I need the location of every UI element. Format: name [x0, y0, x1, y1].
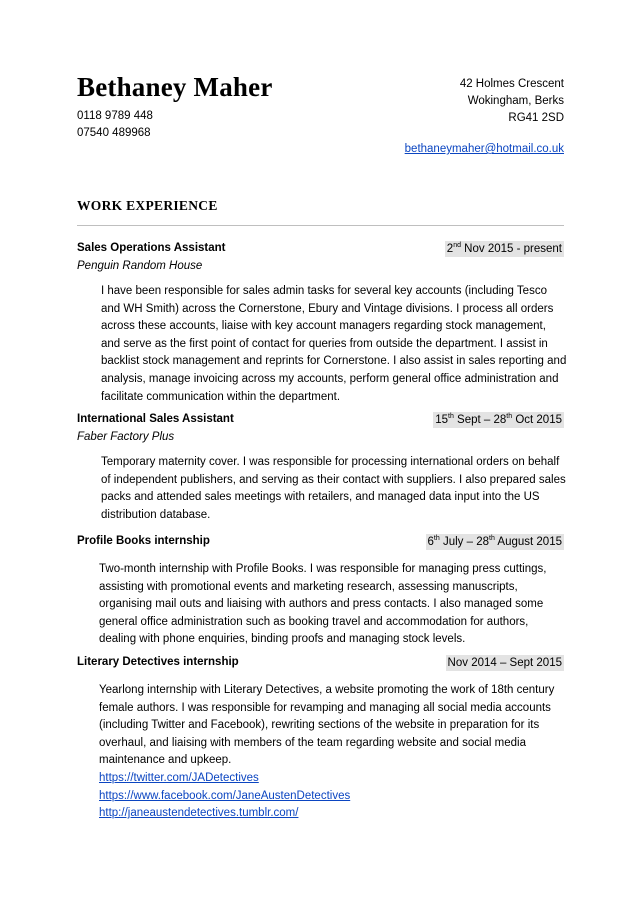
job-description: Two-month internship with Profile Books. I was responsible for managing press cuttings, assisting with promotional events and marketing research, assessing manuscripts, organising mail outs and liaising with authors and press contacts. I also managed some general office administration such as booking travel and accommodation for authors, dealing with phone enquiries, binding proofs and managing stock levels.: [99, 563, 547, 646]
date-suffix: th: [448, 413, 454, 420]
job-date: [445, 241, 564, 257]
company-name: Penguin Random House: [77, 260, 203, 272]
company-name: Faber Factory Plus: [77, 431, 175, 443]
date-suffix: nd: [453, 242, 461, 249]
job-date: [426, 534, 564, 550]
job-date: Nov 2014 – Sept 2015: [447, 657, 562, 669]
job-date: [433, 412, 564, 428]
phone-mobile: 07540 489968: [77, 127, 151, 139]
date-day: 15: [435, 414, 448, 426]
section-title-work-experience: WORK EXPERIENCE: [77, 198, 218, 213]
address-line-2: Wokingham, Berks: [467, 95, 564, 107]
date-suffix: th: [433, 535, 440, 542]
date-day: 2: [446, 243, 454, 255]
job-description: Temporary maternity cover. I was responsible for processing international orders on behalf of independent publishers, and serving as their contact with suppliers. I also prepared sales packs and attended sales meetings with retailers, and managed data input into the US distribution database.: [101, 456, 566, 521]
address-line-1: 42 Holmes Crescent: [459, 78, 564, 90]
date-rest: Oct 2015: [512, 414, 562, 426]
job-title: Profile Books internship: [77, 535, 210, 547]
tumblr-link[interactable]: http://janeaustendetectives.tumblr.com/: [99, 807, 299, 820]
phone-home: 0118 9789 448: [77, 110, 153, 122]
date-mid: July – 28: [439, 536, 489, 548]
job-title: International Sales Assistant: [77, 413, 234, 425]
candidate-name: Bethaney Maher: [77, 72, 273, 102]
address-line-3: RG41 2SD: [508, 112, 564, 124]
date-suffix: th: [506, 413, 513, 420]
address-block: [460, 76, 564, 127]
section-divider: [77, 225, 564, 226]
twitter-link[interactable]: https://twitter.com/JADetectives: [99, 771, 259, 784]
date-rest: Nov 2015 - present: [460, 243, 562, 255]
job-title: Sales Operations Assistant: [77, 242, 226, 254]
job-description-block: [99, 682, 567, 823]
date-rest: August 2015: [494, 536, 562, 548]
date-day: 6: [427, 536, 434, 548]
date-suffix: th: [489, 535, 495, 542]
job-title: Literary Detectives internship: [77, 656, 239, 668]
date-mid: Sept – 28: [453, 414, 507, 426]
facebook-link[interactable]: https://www.facebook.com/JaneAustenDetectives: [99, 789, 351, 802]
job-description: Yearlong internship with Literary Detectives, a website promoting the work of 18th century female authors. I was responsible for revamping and managing all social media accounts (including Twitter and Facebook), rewriting sections of the website in preparation for its overhaul, and liaising with members of the team regarding website and social media maintenance and upkeep.: [99, 684, 555, 767]
job-description: I have been responsible for sales admin tasks for several key accounts (including Tesco and WH Smith) across the Cornerstone, Ebury and Vintage divisions. I process all orders across these accounts, liaise with key account managers regarding stock management, and serve as the first point of contact for queries from outside the department. I assist in backlist stock management and reprints for Cornerstone. I also assist in sales reporting and analysis, manage invoicing across my accounts, perform general office administration and facilitate communication within the department.: [101, 285, 567, 403]
email-link[interactable]: bethaneymaher@hotmail.co.uk: [404, 143, 564, 155]
